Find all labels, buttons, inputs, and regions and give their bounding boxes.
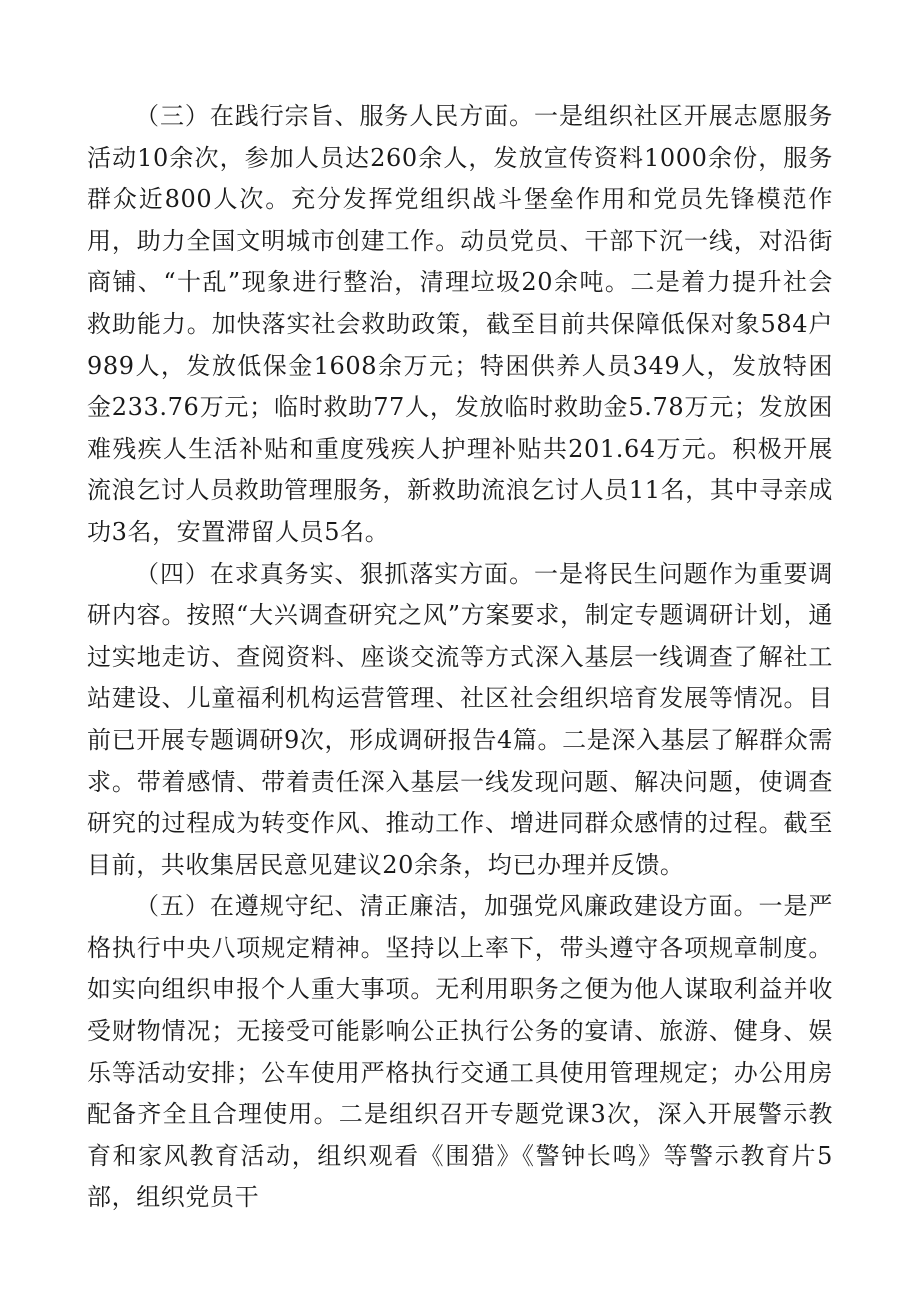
- paragraph-section-four: （四）在求真务实、狠抓落实方面。一是将民生问题作为重要调研内容。按照“大兴调查研究之风”方案要求，制定专题调研计划，通过实地走访、查阅资料、座谈交流等方式深入基层一线调查了解社工站建设、儿童福利机构运营管理、社区社会组织培育发展等情况。目前已开展专题调研9次，形成调研报告4篇。二是深入基层了解群众需求。带着感情、带着责任深入基层一线发现问题、解决问题，使调查研究的过程成为转变作风、推动工作、增进同群众感情的过程。截至目前，共收集居民意见建议20余条，均已办理并反馈。: [87, 559, 833, 879]
- paragraph-section-three: （三）在践行宗旨、服务人民方面。一是组织社区开展志愿服务活动10余次，参加人员达260余人，发放宣传资料1000余份，服务群众近800人次。充分发挥党组织战斗堡垒作用和党员先锋模范作用，助力全国文明城市创建工作。动员党员、干部下沉一线，对沿街商铺、“十乱”现象进行整治，清理垃圾20余吨。二是着力提升社会救助能力。加快落实社会救助政策，截至目前共保障低保对象584户989人，发放低保金1608余万元；特困供养人员349人，发放特困金233.76万元；临时救助77人，发放临时救助金5.78万元；发放困难残疾人生活补贴和重度残疾人护理补贴共201.64万元。积极开展流浪乞讨人员救助管理服务，新救助流浪乞讨人员11名，其中寻亲成功3名，安置滞留人员5名。: [87, 102, 833, 546]
- document-body: [87, 96, 833, 1219]
- paragraph-section-five: （五）在遵规守纪、清正廉洁，加强党风廉政建设方面。一是严格执行中央八项规定精神。坚持以上率下，带头遵守各项规章制度。如实向组织申报个人重大事项。无利用职务之便为他人谋取利益并收受财物情况；无接受可能影响公正执行公务的宴请、旅游、健身、娱乐等活动安排；公车使用严格执行交通工具使用管理规定；办公用房配备齐全且合理使用。二是组织召开专题党课3次，深入开展警示教育和家风教育活动，组织观看《围猎》《警钟长鸣》等警示教育片5部，组织党员干: [87, 892, 833, 1212]
